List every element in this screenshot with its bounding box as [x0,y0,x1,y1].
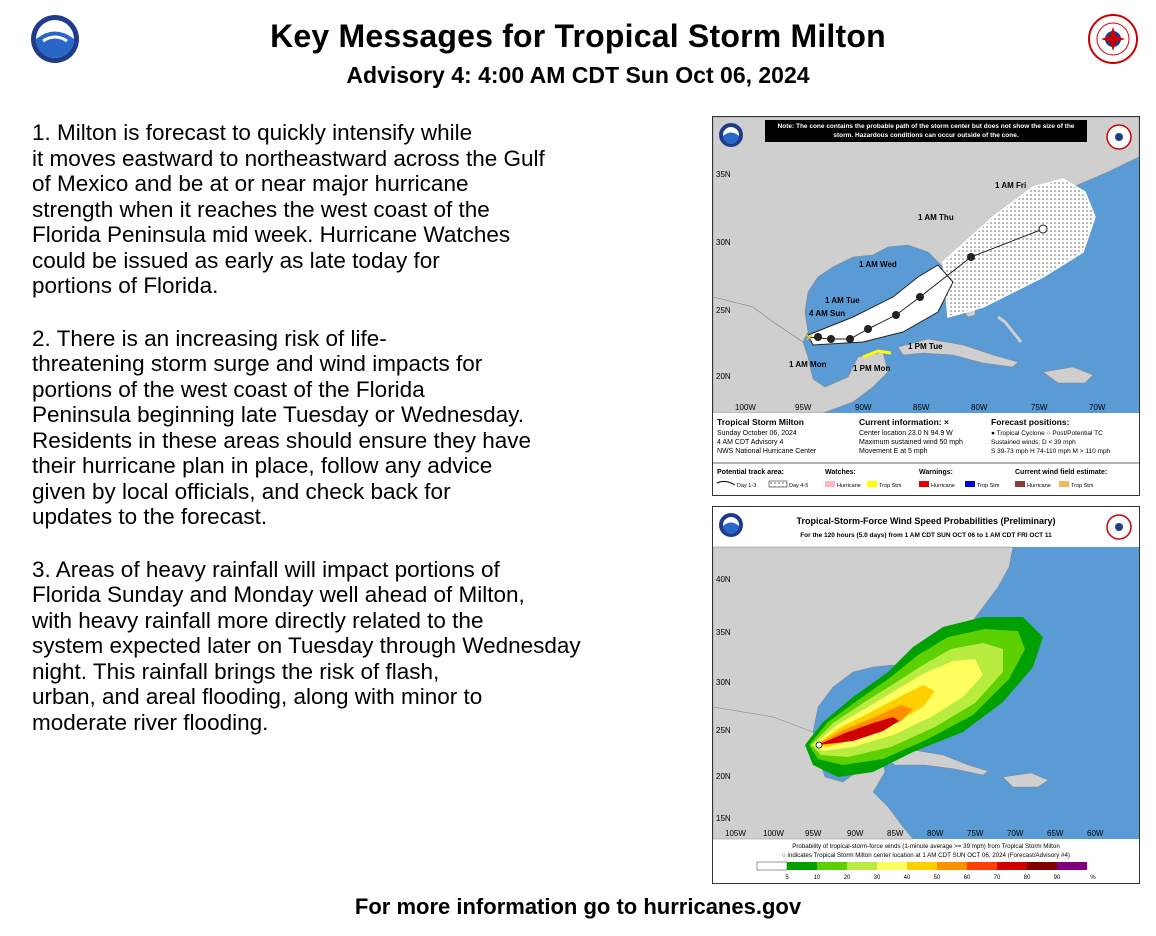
scale-label: 10 [813,875,821,881]
track-label: 1 AM Tue [825,296,860,305]
legend-wind-tropstm: Trop Stm [1071,483,1094,489]
lon-label: 95W [805,829,822,838]
track-label: 1 PM Mon [853,364,891,373]
lon-label: 90W [855,403,872,412]
legend-current-line: Center location 23.0 N 94.9 W [859,430,953,437]
page-title: Key Messages for Tropical Storm Milton [270,18,886,54]
legend-watch-hurricane: Hurricane [837,483,861,489]
lat-label: 25N [716,306,731,315]
track-label: 1 PM Tue [908,342,943,351]
scale-label: 60 [963,875,971,881]
legend-track-area: Potential track area: [717,469,784,476]
track-label: 1 AM Fri [995,181,1027,190]
legend-warning-tropstm: Trop Stm [977,483,1000,489]
legend-forecast-line: S 39-73 mph H 74-110 mph M > 110 mph [991,448,1111,455]
legend-current-line: Maximum sustained wind 50 mph [859,439,963,446]
legend-wind-hurricane: Hurricane [1027,483,1051,489]
lon-label: 70W [1007,829,1024,838]
legend-wind-field: Current wind field estimate: [1015,469,1108,476]
legend-day45: Day 4-5 [789,483,809,489]
legend-current-line: Movement E at 5 mph [859,448,928,455]
scale-label: 80 [1023,875,1031,881]
lat-label: 15N [716,814,731,823]
prob-scale [757,862,1087,870]
prob-map-subtitle: For the 120 hours (5.0 days) from 1 AM CDT SUN OCT 06 to 1 AM CDT FRI OCT 11 [800,532,1052,539]
legend-date: Sunday October 06, 2024 [717,430,797,437]
legend-watch-tropstm: Trop Stm [879,483,902,489]
lon-label: 70W [1089,403,1106,412]
lat-label: 35N [716,628,731,637]
lon-label: 100W [763,829,784,838]
track-label: 1 AM Mon [789,360,827,369]
track-label: 1 AM Wed [859,260,897,269]
scale-label: 5 [785,875,789,881]
key-message-3: 3. Areas of heavy rainfall will impact portions of Florida Sunday and Monday well ahead of Milton, with heavy rainfall more directly related to the system expected later on Tuesday through Wednesday night. This rainfall brings the risk of flash, urban, and areal flooding, along with minor to moderate river flooding. [32,556,581,735]
lat-label: 30N [716,678,731,687]
scale-label: 40 [903,875,911,881]
legend-forecast-line: Sustained winds: D < 39 mph [991,439,1076,446]
lon-label: 75W [1031,403,1048,412]
page-subtitle: Advisory 4: 4:00 AM CDT Sun Oct 06, 2024 [346,62,810,88]
track-label: 4 AM Sun [809,309,846,318]
prob-map-title: Tropical-Storm-Force Wind Speed Probabilities (Preliminary) [796,516,1056,526]
legend-watches: Watches: [825,469,856,476]
lon-label: 85W [913,403,930,412]
key-message-1: 1. Milton is forecast to quickly intensify while it moves eastward to northeastward across the Gulf of Mexico and be at or near major hurricane strength when it reaches the west coast of the Florida Peninsula mid week. Hurricane Watches could be issued as early as late today for portions of Florida. [32,120,545,298]
lon-label: 85W [887,829,904,838]
legend-current-title: Current information: × [859,417,949,427]
legend-forecast-title: Forecast positions: [991,417,1070,427]
cone-map-panel [712,116,1140,496]
cone-note: Note: The cone contains the probable path of the storm center but does not show the size of the storm. Hazardous conditions can occur outside of the cone. [777,123,1075,139]
footer-link-text: For more information go to hurricanes.gov [354,894,802,919]
prob-caption-2: ○ indicates Tropical Storm Milton center location at 1 AM CDT SUN OCT 06, 2024 (Forecast/Advisory #4) [782,852,1070,859]
lat-label: 20N [716,772,731,781]
lat-label: 20N [716,372,731,381]
legend-advisory: 4 AM CDT Advisory 4 [717,439,784,446]
scale-label: % [1090,875,1096,881]
lon-label: 95W [795,403,812,412]
lon-label: 60W [1087,829,1104,838]
track-label: 1 AM Thu [918,213,954,222]
lon-label: 90W [847,829,864,838]
scale-label: 30 [873,875,881,881]
legend-warning-hurricane: Hurricane [931,483,955,489]
scale-label: 20 [843,875,851,881]
lon-label: 65W [1047,829,1064,838]
prob-caption-1: Probability of tropical-storm-force winds (1-minute average >= 39 mph) from Tropical Storm Milton [792,843,1060,850]
wind-probability-map-panel [712,506,1140,884]
scale-label: 50 [933,875,941,881]
svg-text:×: × [806,332,813,344]
key-messages [32,120,697,762]
lat-label: 25N [716,726,731,735]
legend-forecast-line: ● Tropical Cyclone ○ Post/Potential TC [991,430,1103,437]
scale-label: 70 [993,875,1001,881]
legend-day13: Day 1-3 [737,483,757,489]
lon-label: 105W [725,829,746,838]
lon-label: 80W [971,403,988,412]
lat-label: 30N [716,238,731,247]
storm-center-marker [816,742,822,748]
legend-center: NWS National Hurricane Center [717,448,817,455]
scale-label: 90 [1053,875,1061,881]
lon-label: 100W [735,403,756,412]
lon-label: 75W [967,829,984,838]
lat-label: 35N [716,170,731,179]
legend-storm-name: Tropical Storm Milton [717,417,804,427]
lat-label: 40N [716,575,731,584]
lon-label: 80W [927,829,944,838]
legend-warnings: Warnings: [919,469,953,476]
key-message-2: 2. There is an increasing risk of life- threatening storm surge and wind impacts for portions of the west coast of the Florida Peninsula beginning late Tuesday or Wednesday. Residents in these areas should ensure they have their hurricane plan in place, follow any advice given by local officials, and check back for updates to the forecast. [32,325,532,529]
